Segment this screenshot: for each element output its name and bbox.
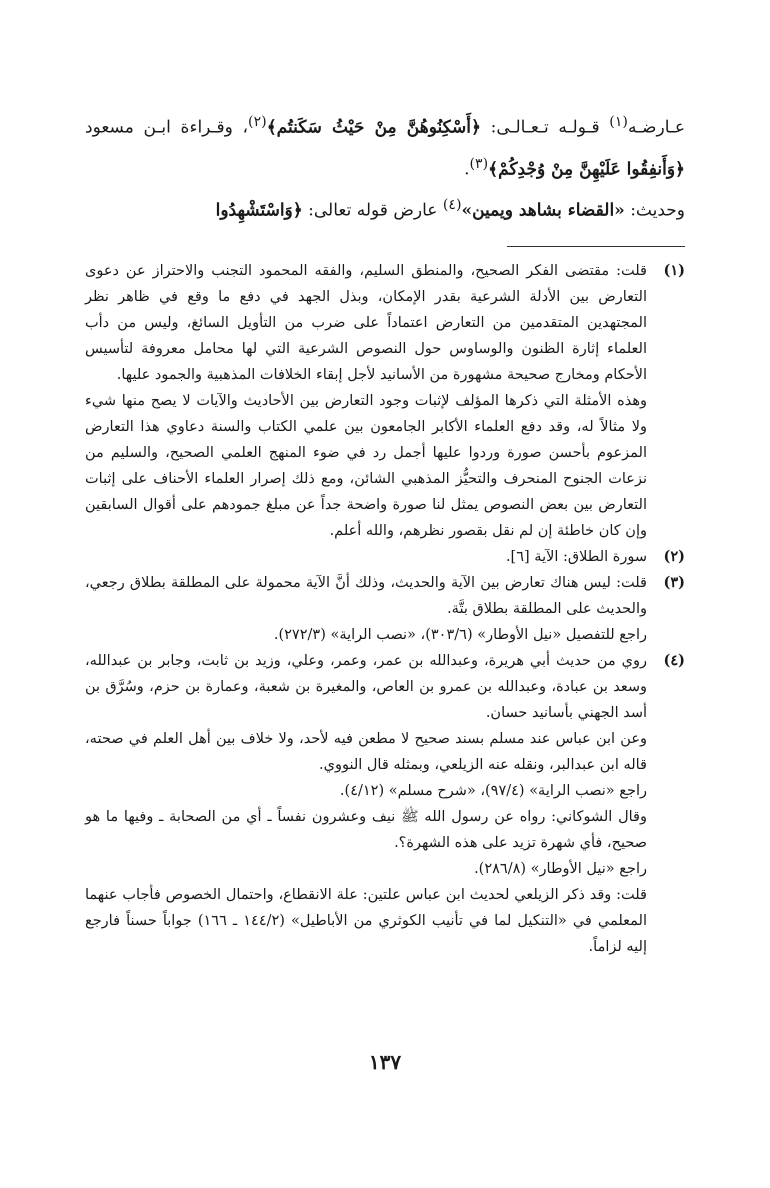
text-run: ، وقـراءة ابـن مسعود bbox=[85, 117, 249, 138]
main-text bbox=[85, 104, 685, 229]
footnote-paragraph: قلت: مقتضى الفكر الصحيح، والمنطق السليم، والفقه المحمود التجنب والاحتراز عن دعوى التعارض بين الأدلة الشرعية بقدر الإمكان، وبذل الجهد في دفع ما وقع في ظاهر نظر المجتهدين المتقدمين من التعارض اعتماداً على ضرب من التأويل السائغ، وليس من دأب العلماء إثارة الظنون والوساوس حول النصوص الشرعية التي لها محامل معروفة لتأسيس الأحكام ومخارج صحيحة مشهورة من الأسانيد لأجل إبقاء الخلافات المذهبية والجمود عليها. bbox=[85, 263, 647, 383]
footnote-paragraph: راجع للتفصيل «نيل الأوطار» (٣٠٣/٦)، «نصب الراية» (٢٧٢/٣). bbox=[273, 627, 647, 643]
footnote-number: (٣) bbox=[663, 574, 685, 591]
quran-reading-2: ﴿وَأَنفِقُوا عَلَيْهِنَّ مِنْ وُجْدِكُمْ﴾ bbox=[488, 159, 685, 180]
quran-verse-3: ﴿وَاسْتَشْهِدُوا bbox=[215, 200, 303, 221]
main-paragraph-1 bbox=[85, 104, 685, 187]
footnote-paragraph: راجع «نصب الراية» (٩٧/٤)، «شرح مسلم» (٤/١٢). bbox=[339, 783, 647, 799]
footnote-number: (٤) bbox=[663, 652, 685, 669]
text-run: . bbox=[464, 159, 470, 180]
footnote-paragraph: وهذه الأمثلة التي ذكرها المؤلف لإثبات وجود التعارض بين الأحاديث والآيات لا يصح منها شيء ولا مثالاً له، وقد دفع العلماء الأكابر الجامعون بين علمي الكتاب والسنة دعاوي هذا التعارض المزعوم بأحسن صورة وردوا عليها أجمل رد في ضوء المنهج العلمي الصحيح، والسليم من نزعات الجنوح المنحرف والتحيُّز المذهبي الشائن، ومع ذلك إصرار العلماء الأحناف على إثبات التعارض بين بعض النصوص يمثل لنا صورة واضحة جداً عن مبلغ جمودهم على أقوال السابقين وإن كان خاطئة إن لم نقل بقصور نظرهم، والله أعلم. bbox=[85, 393, 647, 539]
footnote-ref-1[interactable]: (١) bbox=[609, 114, 628, 130]
footnote-body bbox=[85, 570, 647, 648]
quran-verse-1: ﴿أَسْكِنُوهُنَّ مِنْ حَيْثُ سَكَنتُم﴾ bbox=[266, 117, 481, 138]
footnote bbox=[85, 570, 685, 648]
page-number: ١٣٧ bbox=[368, 1050, 402, 1074]
footnotes bbox=[85, 258, 685, 960]
footnote-number: (١) bbox=[663, 262, 685, 279]
footnote-paragraph: سورة الطلاق: الآية [٦]. bbox=[505, 549, 647, 565]
main-paragraph-2 bbox=[85, 187, 685, 229]
footnote bbox=[85, 258, 685, 544]
footnote-ref-3[interactable]: (٣) bbox=[469, 155, 489, 172]
footnote-separator bbox=[507, 246, 685, 247]
text-run: قـولـه تـعـالـى: bbox=[480, 117, 610, 138]
text-run: عـارضـه bbox=[627, 117, 685, 138]
footnote-body bbox=[85, 648, 647, 960]
footnote-body bbox=[85, 258, 647, 544]
hadith-title: «القضاء بشاهد ويمين» bbox=[461, 200, 625, 221]
footnote-paragraph: قلت: وقد ذكر الزيلعي لحديث ابن عباس علتين: علة الانقطاع، واحتمال الخصوص فأجاب عنهما المعلمي في «التنكيل لما في تأنيب الكوثري من الأباطيل» (١٤٤/٢ ـ ١٦٦) جواباً حسناً فارجع إليه لزاماً. bbox=[85, 887, 648, 955]
footnote-paragraph: قلت: ليس هناك تعارض بين الآية والحديث، وذلك أنَّ الآية محمولة على المطلقة بطلاق رجعي، والحديث على المطلقة بطلاق بتَّة. bbox=[85, 575, 647, 617]
footnote-number: (٢) bbox=[663, 548, 685, 565]
footnote-ref-2[interactable]: (٢) bbox=[248, 114, 267, 130]
text-run: عارض قوله تعالى: bbox=[302, 200, 443, 221]
footnote bbox=[85, 648, 685, 960]
footnote-paragraph: روي من حديث أبي هريرة، وعبدالله بن عمر، وعمر، وعلي، وزيد بن ثابت، وجابر بن عبدالله، وسعد بن عبادة، وعبدالله بن عمرو بن العاص، والمغيرة بن شعبة، وعمارة بن حزم، وسُرَّق بن أسد الجهني بأسانيد حسان. bbox=[85, 653, 647, 721]
footnote-body bbox=[85, 544, 647, 570]
footnote bbox=[85, 544, 685, 570]
footnote-ref-4[interactable]: (٤) bbox=[442, 197, 462, 214]
footnote-paragraph: وعن ابن عباس عند مسلم بسند صحيح لا مطعن فيه لأحد، ولا خلاف بين أهل العلم في صحته، قاله ابن عبدالبر، ونقله عنه الزيلعي، وبمثله قال النووي. bbox=[85, 731, 647, 773]
text-run: وحديث: bbox=[624, 200, 685, 221]
footnote-paragraph: راجع «نيل الأوطار» (٢٨٦/٨). bbox=[474, 861, 647, 877]
footnote-paragraph: وقال الشوكاني: رواه عن رسول الله ﷺ نيف وعشرون نفساً ـ أي من الصحابة ـ وفيها ما هو صحيح، فأي شهرة تزيد على هذه الشهرة؟. bbox=[85, 809, 647, 851]
